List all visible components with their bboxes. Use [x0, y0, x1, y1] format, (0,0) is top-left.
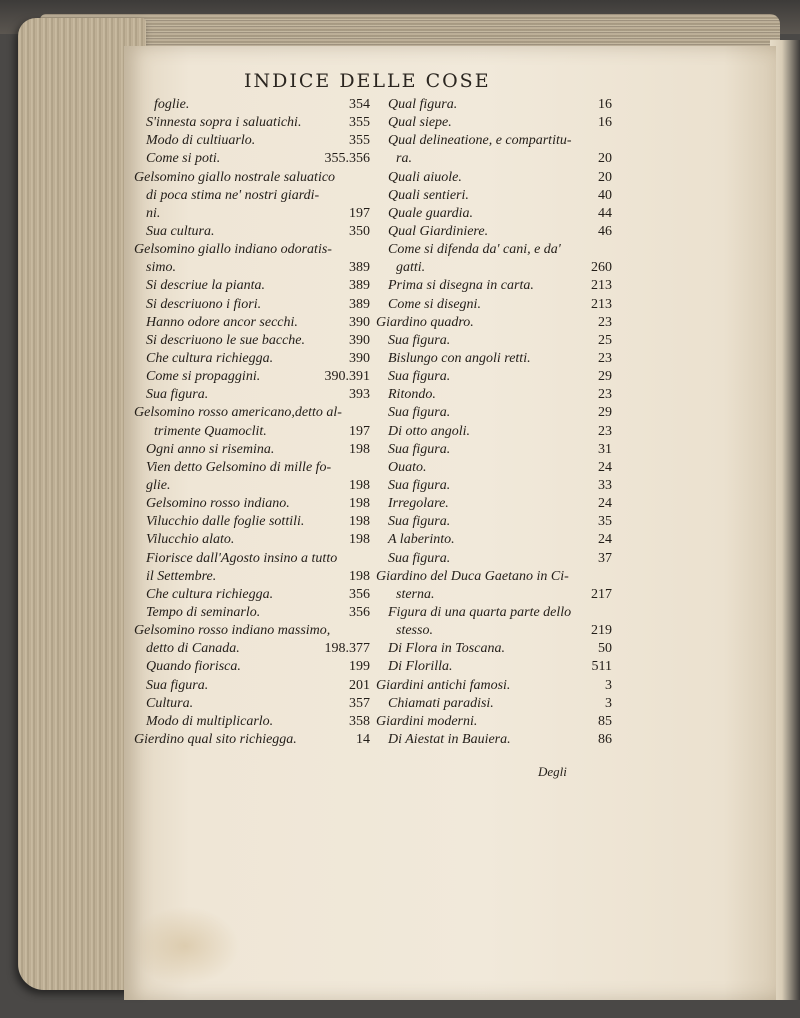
index-entry-text: Sua figura. — [388, 477, 451, 493]
index-entry-text: Qual Giardiniere. — [388, 223, 489, 239]
index-entry — [134, 241, 370, 259]
index-entry-text: S'innesta sopra i saluatichi. — [146, 115, 302, 131]
index-entry-text: il Settembre. — [146, 568, 217, 584]
index-entry — [134, 169, 370, 187]
index-entry-page: 217 — [591, 586, 612, 602]
index-entry — [138, 386, 370, 404]
index-entry-text: Si descriuono le sue bacche. — [146, 332, 306, 348]
index-entry-text: Qual delineatione, e compartitu- — [388, 133, 572, 149]
index-entry-page: 356 — [349, 586, 370, 602]
index-entry-page: 198 — [349, 514, 370, 530]
index-entry-page: 198 — [349, 441, 370, 457]
index-entry-text: Sua figura. — [388, 332, 451, 348]
index-entry-text: Prima si disegna in carta. — [388, 278, 534, 294]
index-entry — [380, 114, 612, 132]
index-entry — [380, 150, 612, 168]
index-entry-text: Come si difenda da' cani, e da' — [388, 242, 561, 258]
index-entry-text: Bislungo con angoli retti. — [388, 350, 531, 366]
index-entry-page: 213 — [591, 278, 612, 294]
index-entry — [134, 404, 370, 422]
index-entry-page: 20 — [598, 169, 612, 185]
index-entry-page: 199 — [349, 659, 370, 675]
index-entry-text: Irregolare. — [388, 496, 449, 512]
index-entry-text: Qual siepe. — [388, 115, 452, 131]
index-entry — [138, 350, 370, 368]
index-entry-page: 24 — [598, 496, 612, 512]
index-entry — [380, 223, 612, 241]
index-entry-text: Vilucchio dalle foglie sottili. — [146, 514, 305, 530]
index-entry-page: 390 — [349, 314, 370, 330]
index-entry-page: 355.356 — [324, 151, 370, 167]
index-entry — [138, 604, 370, 622]
index-entry-page: 357 — [349, 695, 370, 711]
index-entry — [138, 677, 370, 695]
index-entry — [380, 296, 612, 314]
index-entry-page: 198 — [349, 532, 370, 548]
index-entry-page: 25 — [598, 332, 612, 348]
index-entry — [138, 477, 370, 495]
index-entry-page: 23 — [598, 314, 612, 330]
index-entry-page: 29 — [598, 405, 612, 421]
index-entry — [134, 731, 370, 749]
index-entry-text: Quali aiuole. — [388, 169, 462, 185]
index-entry-page: 198 — [349, 568, 370, 584]
index-entry-text: trimente Quamoclit. — [154, 423, 267, 439]
index-entry — [138, 314, 370, 332]
index-entry — [138, 695, 370, 713]
index-entry-text: Ouato. — [388, 459, 427, 475]
index-entry-page: 198.377 — [324, 641, 370, 657]
index-entry — [380, 586, 612, 604]
index-entry — [380, 277, 612, 295]
index-entry — [380, 205, 612, 223]
index-entry-page: 3 — [605, 677, 612, 693]
index-entry-page: 14 — [356, 731, 370, 747]
index-entry — [380, 477, 612, 495]
index-entry-page: 390 — [349, 350, 370, 366]
index-entry-text: ra. — [396, 151, 412, 167]
index-entry-text: Hanno odore ancor secchi. — [146, 314, 298, 330]
index-entry-text: Come si poti. — [146, 151, 221, 167]
index-entry — [380, 132, 612, 150]
index-entry-page: 16 — [598, 115, 612, 131]
index-entry — [380, 731, 612, 749]
index-entry-page: 3 — [605, 695, 612, 711]
index-entry-page: 16 — [598, 97, 612, 112]
index-entry-text: Che cultura richiegga. — [146, 350, 274, 366]
index-entry-page: 260 — [591, 260, 612, 276]
index-entry-text: glie. — [146, 477, 171, 493]
index-entry — [138, 658, 370, 676]
index-entry-text: Sua figura. — [388, 514, 451, 530]
index-entry — [138, 368, 370, 386]
index-entry — [376, 713, 612, 731]
index-entry-text: Che cultura richiegga. — [146, 586, 274, 602]
index-entry-page: 389 — [349, 260, 370, 276]
index-entry-page: 355 — [349, 115, 370, 131]
index-entry — [380, 658, 612, 676]
index-entry-page: 35 — [598, 514, 612, 530]
index-entry-text: Gelsomino giallo indiano odoratis- — [134, 242, 332, 258]
index-entry — [138, 114, 370, 132]
index-entry-text: Modo di multiplicarlo. — [146, 713, 274, 729]
index-entry-text: Gelsomino rosso indiano massimo, — [134, 623, 331, 639]
index-entry-page: 85 — [598, 713, 612, 729]
index-entry-page: 358 — [349, 713, 370, 729]
index-entry — [380, 386, 612, 404]
index-entry — [380, 441, 612, 459]
index-entry — [138, 441, 370, 459]
index-entry-page: 29 — [598, 369, 612, 385]
index-entry-text: Quando fiorisca. — [146, 659, 241, 675]
index-entry-page: 46 — [598, 223, 612, 239]
index-entry — [138, 187, 370, 205]
index-entry-page: 389 — [349, 296, 370, 312]
index-entry-page: 44 — [598, 205, 612, 221]
index-entry-text: Sua figura. — [388, 405, 451, 421]
index-entry-page: 201 — [349, 677, 370, 693]
index-entry — [138, 586, 370, 604]
index-entry-page: 389 — [349, 278, 370, 294]
index-entry-page: 393 — [349, 387, 370, 403]
index-entry-page: 198 — [349, 477, 370, 493]
index-entry-text: gatti. — [396, 260, 426, 276]
index-entry-page: 23 — [598, 387, 612, 403]
index-entry — [380, 350, 612, 368]
index-entry-page: 33 — [598, 477, 612, 493]
index-entry-page: 355 — [349, 133, 370, 149]
index-entry — [138, 205, 370, 223]
index-entry — [138, 332, 370, 350]
index-entry-text: ni. — [146, 205, 161, 221]
index-entry — [138, 495, 370, 513]
index-entry-text: Si descriue la pianta. — [146, 278, 265, 294]
index-entry-text: Fiorisce dall'Agosto insino a tutto — [146, 550, 338, 566]
index-entry — [138, 423, 370, 441]
catchword: Degli — [538, 764, 567, 779]
index-entry — [138, 513, 370, 531]
index-entry — [376, 677, 612, 695]
index-entry-text: Come si disegni. — [388, 296, 481, 312]
index-entry — [138, 459, 370, 477]
index-entry-text: Ogni anno si risemina. — [146, 441, 275, 457]
index-entry — [380, 241, 612, 259]
index-entry-text: Ritondo. — [388, 387, 436, 403]
paper-stain — [130, 906, 240, 986]
index-entry-page: 511 — [591, 659, 612, 675]
index-entry — [380, 404, 612, 422]
index-entry-text: Figura di una quarta parte dello — [388, 604, 572, 620]
index-entry — [380, 622, 612, 640]
index-entry — [138, 531, 370, 549]
index-entry — [380, 423, 612, 441]
index-entry — [138, 132, 370, 150]
index-entry — [380, 332, 612, 350]
index-entry-text: Quale guardia. — [388, 205, 474, 221]
index-entry — [380, 604, 612, 622]
index-entry-text: simo. — [146, 260, 176, 276]
index-entry-text: Di Flora in Toscana. — [388, 641, 505, 657]
index-entry-text: Gelsomino rosso indiano. — [146, 496, 290, 512]
index-entry-page: 197 — [349, 423, 370, 439]
index-entry — [380, 531, 612, 549]
index-entry-text: Sua cultura. — [146, 223, 215, 239]
index-entry-text: A laberinto. — [388, 532, 455, 548]
index-entry-text: Di Aiestat in Bauiera. — [388, 731, 511, 747]
index-entry-text: Vilucchio alato. — [146, 532, 235, 548]
index-entry — [380, 695, 612, 713]
index-entry-page: 390 — [349, 332, 370, 348]
index-entry-text: Sua figura. — [146, 677, 209, 693]
index-entry-text: Sua figura. — [388, 369, 451, 385]
index-entry-page: 20 — [598, 151, 612, 167]
index-entry — [138, 296, 370, 314]
index-entry-text: Sua figura. — [388, 550, 451, 566]
index-entry-page: 50 — [598, 641, 612, 657]
index-entry-text: Come si propaggini. — [146, 369, 261, 385]
index-entry-page: 390.391 — [324, 369, 370, 385]
index-entry-page: 354 — [349, 97, 370, 112]
index-entry — [380, 259, 612, 277]
index-entry-page: 86 — [598, 731, 612, 747]
index-entry-page: 24 — [598, 459, 612, 475]
index-entry — [138, 568, 370, 586]
index-entry — [376, 314, 612, 332]
index-entry — [380, 550, 612, 568]
index-entry-text: Si descriuono i fiori. — [146, 296, 262, 312]
index-entry-page: 197 — [349, 205, 370, 221]
index-entry-text: foglie. — [154, 97, 190, 112]
index-entry — [138, 640, 370, 658]
index-entry-page: 23 — [598, 423, 612, 439]
index-entry — [376, 568, 612, 586]
index-entry-text: detto di Canada. — [146, 641, 240, 657]
index-entry — [380, 169, 612, 187]
index-entry — [138, 713, 370, 731]
index-entry-text: sterna. — [396, 586, 435, 602]
index-entry-text: Gelsomino giallo nostrale saluatico — [134, 169, 336, 185]
index-entry-page: 356 — [349, 604, 370, 620]
index-entry-text: Modo di cultiuarlo. — [146, 133, 256, 149]
index-entry — [380, 513, 612, 531]
index-entry-text: Gelsomino rosso americano,detto al- — [134, 405, 342, 421]
index-entry-page: 198 — [349, 496, 370, 512]
index-entry-text: Cultura. — [146, 695, 194, 711]
index-entry — [138, 259, 370, 277]
index-entry-page: 37 — [598, 550, 612, 566]
index-entry-text: Tempo di seminarlo. — [146, 604, 261, 620]
index-entry-text: Giardino quadro. — [376, 314, 474, 330]
index-entry — [380, 368, 612, 386]
index-entry-page: 213 — [591, 296, 612, 312]
index-entry — [138, 550, 370, 568]
index-entry — [380, 96, 612, 114]
index-entry-text: Sua figura. — [146, 387, 209, 403]
index-entry — [380, 495, 612, 513]
running-head: INDICE DELLE COSE — [244, 70, 491, 92]
index-entry — [138, 96, 370, 114]
index-entry — [138, 223, 370, 241]
index-entry-text: Di Florilla. — [388, 659, 453, 675]
index-entry-text: Quali sentieri. — [388, 187, 469, 203]
index-column-right — [376, 96, 612, 749]
index-entry-page: 23 — [598, 350, 612, 366]
index-entry-text: Di otto angoli. — [388, 423, 471, 439]
index-entry — [134, 622, 370, 640]
index-column-left — [134, 96, 370, 749]
index-entry-text: Chiamati paradisi. — [388, 695, 494, 711]
index-entry-text: Sua figura. — [388, 441, 451, 457]
index-entry-page: 40 — [598, 187, 612, 203]
index-entry — [138, 277, 370, 295]
index-entry — [380, 459, 612, 477]
index-entry — [380, 640, 612, 658]
index-entry-text: Qual figura. — [388, 97, 458, 112]
index-entry-page: 219 — [591, 623, 612, 639]
index-entry-text: Giardini antichi famosi. — [376, 677, 511, 693]
index-entry-text: stesso. — [396, 623, 433, 639]
index-entry-text: Giardini moderni. — [376, 713, 478, 729]
index-entry-text: di poca stima ne' nostri giardi- — [146, 187, 320, 203]
index-entry-page: 350 — [349, 223, 370, 239]
index-entry-text: Vien detto Gelsomino di mille fo- — [146, 459, 332, 475]
index-entry-page: 31 — [598, 441, 612, 457]
index-entry-text: Giardino del Duca Gaetano in Ci- — [376, 568, 569, 584]
index-entry-page: 24 — [598, 532, 612, 548]
index-entry — [138, 150, 370, 168]
index-entry-text: Gierdino qual sito richiegga. — [134, 731, 297, 747]
index-entry — [380, 187, 612, 205]
